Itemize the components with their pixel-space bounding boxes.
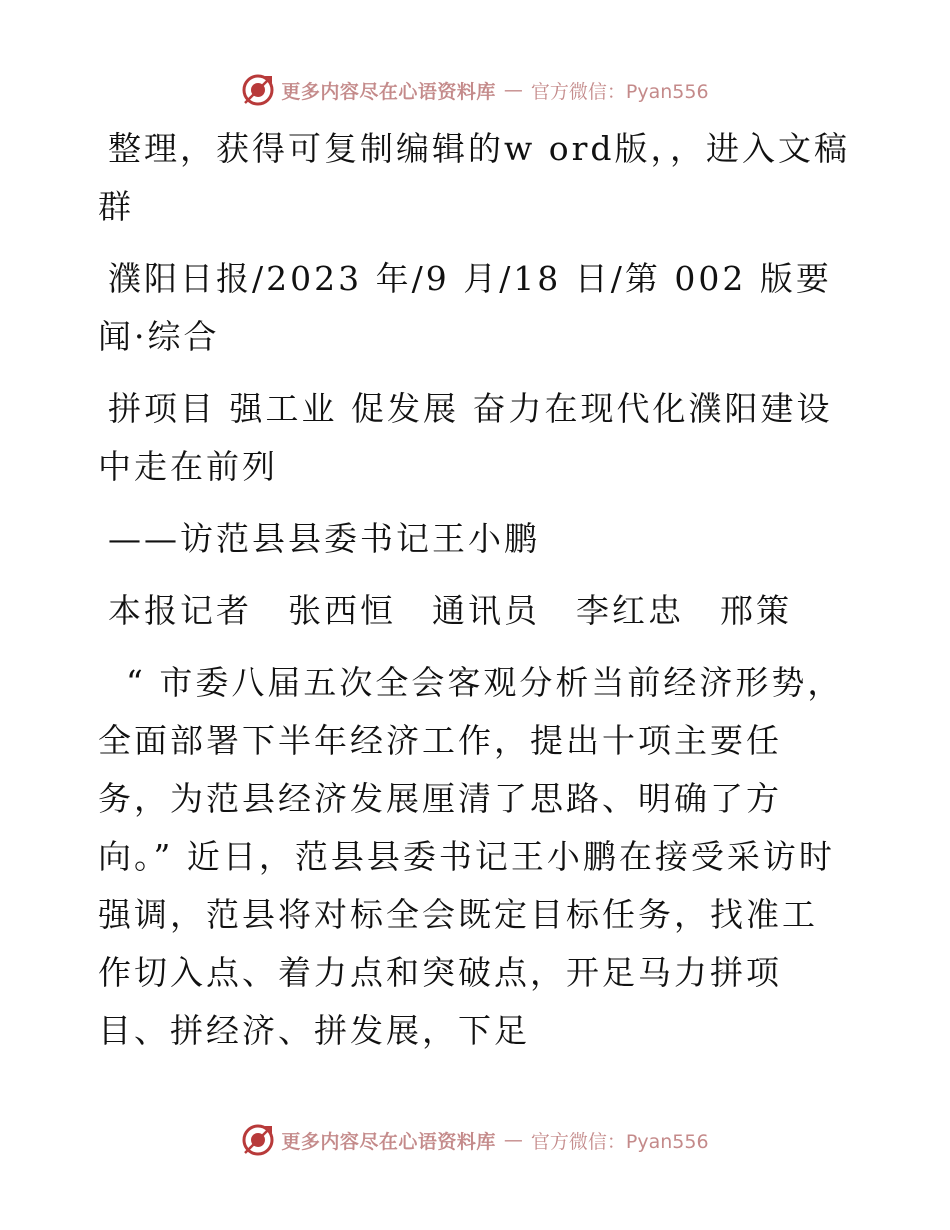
header-banner: [0, 70, 950, 110]
headline: 拼项目 强工业 促发展 奋力在现代化濮阳建设中走在前列: [98, 389, 833, 486]
intro-line: 整理，获得可复制编辑的w ord版，，进入文稿群: [98, 129, 851, 226]
banner-main-text: 更多内容尽在心语资料库: [281, 1130, 496, 1153]
footer-banner: [0, 1120, 950, 1160]
document-body: [98, 120, 850, 1060]
source-line: 濮阳日报/2023 年/9 月/18 日/第 002 版要闻·综合: [98, 259, 832, 356]
banner-dash: —: [503, 79, 523, 101]
banner-main-text: 更多内容尽在心语资料库: [281, 80, 496, 103]
banner-dash: —: [503, 1129, 523, 1151]
logo-icon: [241, 73, 275, 107]
banner-wechat-text: 官方微信：Pyan556: [530, 80, 709, 103]
banner-wechat-text: 官方微信：Pyan556: [530, 1130, 709, 1153]
byline: 本报记者 张西恒 通讯员 李红忠 邢策: [108, 591, 792, 630]
logo-icon: [241, 1123, 275, 1157]
subheadline: ——访范县县委书记王小鹏: [108, 519, 540, 558]
body-paragraph: “ 市委八届五次全会客观分析当前经济形势，全面部署下半年经济工作，提出十项主要任务，为范县经济发展厘清了思路、明确了方向。” 近日，范县县委书记王小鹏在接受采访时强调，范县将对标全会既定目标任务，找准工作切入点、着力点和突破点，开足马力拼项目、拼经济、拼发展，下足: [98, 663, 844, 1050]
